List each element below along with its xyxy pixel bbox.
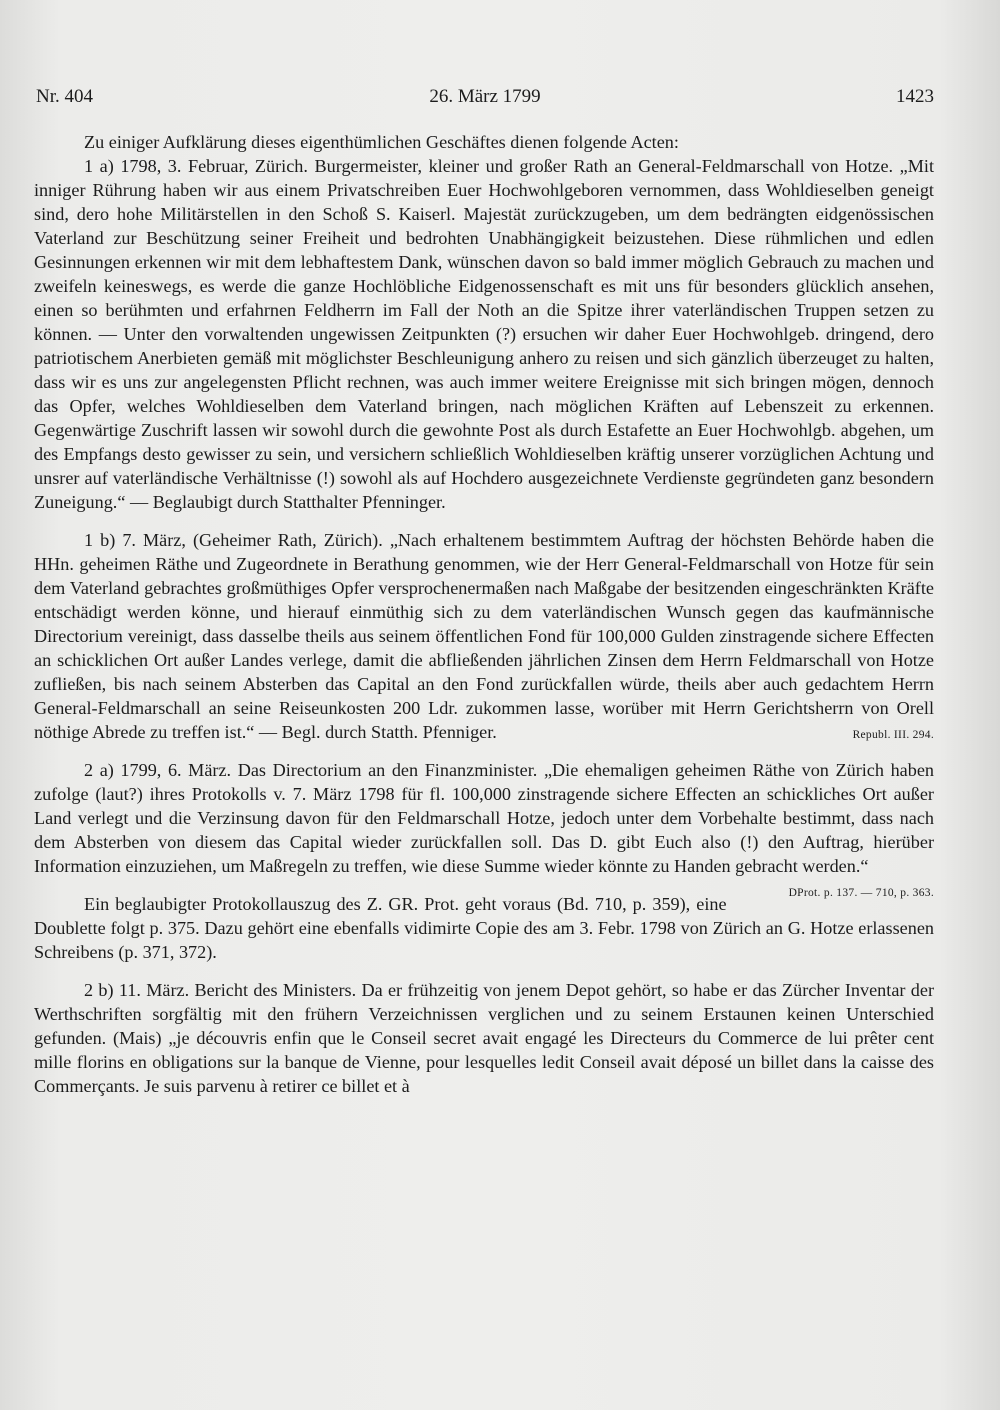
source-reference: DProt. p. 137. — 710, p. 363. [788,887,934,899]
paragraph-intro: Zu einiger Aufklärung dieses eigenthümlichen Geschäftes dienen folgende Acten: [84,132,679,152]
paragraph-2a [34,758,934,899]
paragraph-1b [34,528,934,744]
body-text [34,130,934,1098]
document-date: 26. März 1799 [429,86,541,107]
paragraph-note: Ein beglaubigter Protokollauszug des Z. GR. Prot. geht voraus (Bd. 710, p. 359), eine Doublette folgt p. 375. Dazu gehört eine ebenfalls vidimirte Copie des am 3. Febr. 1798 von Zürich an G. Hotze erlassenen Schreibens (p. 371, 372). [34,894,934,962]
page-number: 1423 [896,86,934,107]
paragraph-1b-text: 1 b) 7. März, (Geheimer Rath, Zürich). „Nach erhaltenem bestimmtem Auftrag der höchsten Behörde haben die HHn. geheimen Räthe und Zugeordnete in Berathung genommen, wie der Herr General-Feldmarschall von Hotze für sein dem Vaterland gebrachtes großmüthiges Opfer versprochenermaßen nach Maßgabe der besitzenden eingeschränkten Kräfte entschädigt werden könne, und hierauf einmüthig sich zu dem vaterländischen Wunsch gegen das kaufmännische Directorium vereinigt, dass dasselbe theils aus seinem öffentlichen Fond für 100,000 Gulden zinstragende sichere Effecten an schicklichen Ort außer Landes verlege, damit die abfließenden jährlichen Zinsen dem Herrn Feldmarschall von Hotze zufließen, bis nach seinem Absterben das Capital an den Fond zurückfallen würde, theils aber auch gedachtem Herrn General-Feldmarschall an seine Reiseunkosten 200 Ldr. zukommen lasse, worüber mit Herrn Gerichtsherrn von Orell nöthige Abrede zu treffen ist.“ — Begl. durch Statth. Pfenniger. [34,530,934,742]
paragraph-2a-text: 2 a) 1799, 6. März. Das Directorium an den Finanzminister. „Die ehemaligen geheimen Räthe von Zürich haben zufolge (laut?) ihres Protokolls v. 7. März 1798 für fl. 100,000 zinstragende sichere Effecten an schickliches Ort außer Land verlegt und die Verzinsung davon für den Feldmarschall Hotze, jedoch unter dem Vorbehalte bestimmt, dass nach dem Absterben von diesem das Capital wieder zurückfallen soll. Das D. gibt Euch also (!) den Auftrag, hierüber Information einzuziehen, um Maßregeln zu treffen, wie diese Summe wieder könnte zu Handen gebracht werden.“ [34,760,934,876]
page-header [36,86,934,116]
source-reference: Republ. III. 294. [852,729,934,741]
paragraph-2b: 2 b) 11. März. Bericht des Ministers. Da er frühzeitig von jenem Depot gehört, so habe er das Zürcher Inventar der Werthschriften sorgfältig mit den frühern Verzeichnissen verglichen und zu seinem Erstaunen keinen Unterschied gefunden. (Mais) „je découvris enfin que le Conseil secret avait engagé les Directeurs du Commerce de lui prêter cent mille florins en obligations sur la banque de Vienne, pour lesquelles ledit Conseil avait déposé un billet dans la caisse des Commerçants. Je suis parvenu à retirer ce billet et à [34,980,934,1096]
paragraph-1a: 1 a) 1798, 3. Februar, Zürich. Burgermeister, kleiner und großer Rath an General-Feldmarschall von Hotze. „Mit inniger Rührung haben wir aus einem Privatschreiben Euer Hochwohlgeboren vernommen, dass Wohldieselben geneigt sind, dero hohe Militärstellen in den Schoß S. Kaiserl. Majestät zurückzugeben, um dem bedrängten eidgenössischen Vaterland zur Beschützung seiner Freiheit und bedrohten Unabhängigkeit beizustehen. Diese rühmlichen und edlen Gesinnungen erkennen wir mit dem lebhaftestem Dank, wünschen davon so bald immer möglich Gebrauch zu machen und zweifeln keineswegs, es werde die ganze Hochlöbliche Eidgenossenschaft es mit uns für besonders glücklich ansehen, einen so berühmten und erfahrnen Feldherrn im Fall der Noth an die Spitze ihrer vaterländischen Truppen setzen zu können. — Unter den vorwaltenden ungewissen Zeitpunkten (?) ersuchen wir daher Euer Hochwohlgeb. dringend, dero patriotischem Anerbieten gemäß mit möglichster Beschleunigung anhero zu reisen und sich gänzlich überzeuget zu halten, dass wir es uns zur angelegensten Pflicht rechnen, was auch immer weitere Ereignisse mit sich bringen mögen, dennoch das Opfer, welches Wohldieselben dem Vaterland bringen, nach möglichen Kräften auf Lebenszeit zu erkennen. Gegenwärtige Zuschrift lassen wir sowohl durch die gewohnte Post als durch Estafette an Euer Hochwohlgb. abgehen, um des Empfangs desto gewisser zu sein, und versichern schließlich Wohldieselben kräftig unserer vorzüglichen Achtung und unsrer auf vaterländische Verhältnisse (!) sowohl als auf Hochdero ausgezeichnete Verdienste gegründeten ganz besondern Zuneigung.“ — Beglaubigt durch Statthalter Pfenninger. [34,156,934,512]
document-number: Nr. 404 [36,86,93,107]
